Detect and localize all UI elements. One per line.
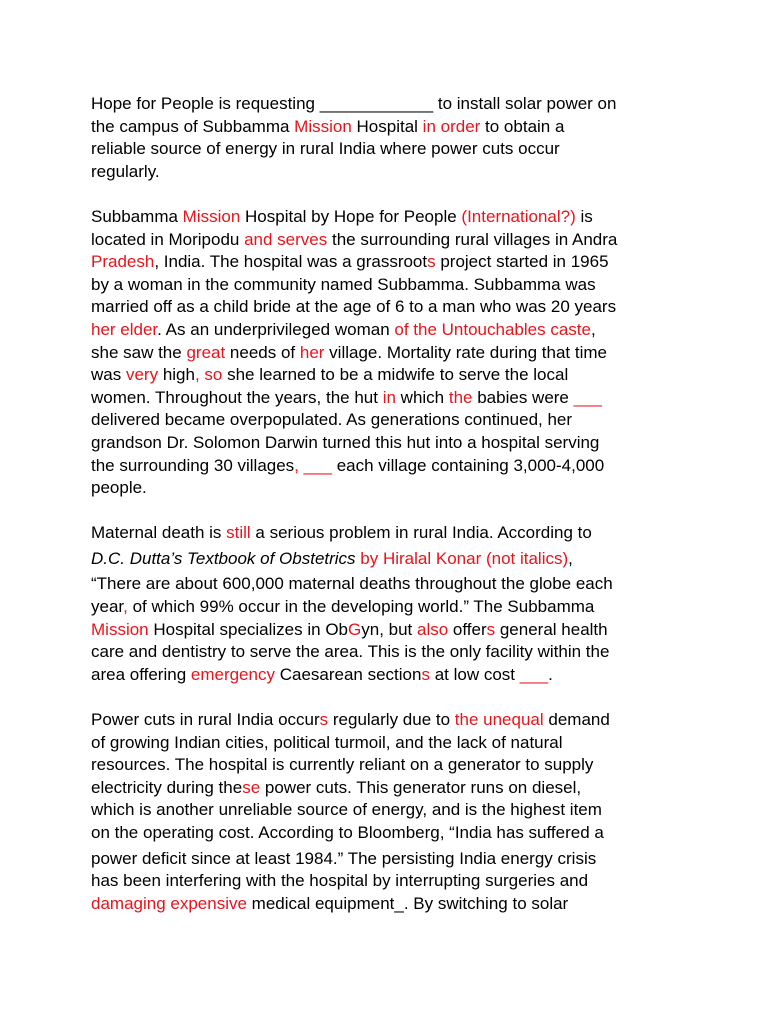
text-line: [91, 619, 691, 642]
edit-mark: still: [226, 523, 251, 543]
text-run: was: [91, 365, 126, 385]
text-run: which is another unreliable source of energy, and is the highest item: [91, 800, 602, 820]
paragraph: [91, 93, 691, 183]
text-line: [91, 822, 691, 845]
text-run: Hospital by Hope for People: [240, 206, 462, 226]
text-line: [91, 116, 691, 139]
edit-mark: by Hiralal Konar (not italics): [355, 548, 569, 568]
text-line: [91, 455, 691, 478]
edit-mark: damaging expensive: [91, 893, 247, 913]
text-run: ,: [590, 319, 596, 339]
text-run: a serious problem in rural India. According to: [250, 523, 592, 543]
edit-mark: in order: [422, 116, 481, 136]
text-line: [91, 274, 691, 297]
text-run: , India. The hospital was a grassroot: [154, 252, 428, 272]
edit-mark: of the Untouchables caste: [394, 319, 591, 339]
text-run: needs of: [225, 342, 300, 362]
text-run: general health: [495, 619, 608, 639]
text-line: [91, 296, 691, 319]
text-line: [91, 845, 691, 871]
edit-mark: s: [421, 664, 430, 684]
edit-mark: (International?): [461, 206, 576, 226]
text-run: is: [575, 206, 593, 226]
text-run: .: [548, 664, 553, 684]
text-run: village. Mortality rate during that time: [324, 342, 607, 362]
text-run: Hope for People is requesting ____________ to install solar power on: [91, 94, 617, 113]
text-line: [91, 477, 691, 500]
edit-mark: , so: [194, 365, 223, 385]
text-run: offer: [448, 619, 487, 639]
text-line: [91, 387, 691, 410]
edit-mark: s: [427, 252, 436, 272]
text-run: yn, but: [361, 619, 417, 639]
text-line: [91, 342, 691, 365]
edit-mark: s: [319, 710, 329, 730]
text-run: year: [91, 597, 124, 617]
text-run: medical equipment_. By switching to solar: [246, 893, 569, 913]
text-line: [91, 777, 691, 800]
text-run: women. Throughout the years, the hut: [91, 387, 383, 407]
text-line: [91, 161, 691, 184]
text-run: area offering: [91, 664, 191, 684]
edit-mark: Mission: [182, 206, 241, 226]
text-run: the campus of Subbamma: [91, 116, 295, 136]
text-run: which: [395, 387, 449, 407]
text-run: at low cost: [429, 664, 520, 684]
paragraph: [91, 522, 691, 686]
text-run: “There are about 600,000 maternal deaths throughout the globe each: [91, 574, 613, 594]
edit-mark: ,: [123, 597, 128, 617]
text-line: [91, 709, 691, 732]
text-line: [91, 641, 691, 664]
text-line: [91, 664, 691, 687]
text-line: [91, 229, 691, 252]
edit-mark: her: [299, 342, 325, 362]
text-run: reliable source of energy in rural India where power cuts occur: [91, 139, 560, 159]
text-run: electricity during the: [91, 777, 243, 797]
edit-mark: Mission: [294, 116, 352, 136]
text-line: [91, 93, 691, 116]
text-run: care and dentistry to serve the area. This is the only facility within the: [91, 642, 610, 662]
text-run: Maternal death is: [91, 523, 227, 543]
text-run: ,: [568, 548, 573, 568]
text-run: resources. The hospital is currently reliant on a generator to supply: [91, 755, 594, 775]
text-run: delivered became overpopulated. As generations continued, her: [91, 410, 573, 430]
text-line: [91, 754, 691, 777]
text-run: high: [158, 365, 195, 385]
paragraph: [91, 709, 691, 915]
text-run: Subbamma: [91, 206, 183, 226]
text-run: by a woman in the community named Subbamma. Subbamma was: [91, 274, 596, 294]
text-run: demand: [543, 710, 610, 730]
text-line: [91, 596, 691, 619]
document-page: [91, 93, 691, 938]
text-line: [91, 319, 691, 342]
text-run: Hospital specializes in Ob: [148, 619, 348, 639]
edit-mark: her elder: [91, 319, 158, 339]
text-line: [91, 570, 691, 596]
paragraph: [91, 206, 691, 500]
text-run: to obtain a: [480, 116, 565, 136]
edit-mark: ___: [519, 664, 549, 684]
text-run: the surrounding rural villages in Andra: [327, 229, 618, 249]
edit-mark: also: [417, 619, 449, 639]
edit-mark: s: [486, 619, 496, 639]
text-run: she learned to be a midwife to serve the local: [222, 365, 569, 385]
text-run: she saw the: [91, 342, 187, 362]
text-run: Caesarean section: [274, 664, 422, 684]
edit-mark: , ___: [294, 455, 332, 475]
text-line: [91, 732, 691, 755]
text-line: [91, 545, 691, 571]
text-run: babies were: [472, 387, 574, 407]
text-run: on the operating cost. According to Bloomberg, “India has suffered a: [91, 823, 604, 842]
text-run: regularly due to: [328, 710, 455, 730]
text-line: [91, 364, 691, 387]
edit-mark: Mission: [91, 619, 149, 639]
text-line: [91, 522, 691, 545]
text-run: Hospital: [351, 116, 423, 136]
edit-mark: ___: [573, 387, 602, 407]
text-run: married off as a child bride at the age of 6 to a man who was 20 years: [91, 297, 617, 317]
text-line: [91, 138, 691, 161]
edit-mark: great: [186, 342, 226, 362]
text-line: [91, 893, 691, 916]
text-run: project started in 1965: [435, 252, 609, 272]
edit-mark: the unequal: [454, 710, 544, 730]
text-run: people.: [91, 478, 147, 498]
text-line: [91, 206, 691, 229]
text-run: of which 99% occur in the developing world.” The Subbamma: [127, 597, 595, 617]
edit-mark: very: [125, 365, 159, 385]
text-run: located in Moripodu: [91, 229, 245, 249]
italic-title: D.C. Dutta’s Textbook of Obstetrics: [91, 548, 356, 568]
edit-mark: emergency: [190, 664, 275, 684]
text-run: grandson Dr. Solomon Darwin turned this hut into a hospital serving: [91, 432, 600, 452]
edit-mark: the: [448, 387, 473, 407]
text-run: power cuts. This generator runs on diesel,: [260, 777, 582, 797]
edit-mark: se: [242, 777, 261, 797]
text-run: has been interfering with the hospital by interrupting surgeries and: [91, 871, 589, 891]
text-run: power deficit since at least 1984.” The persisting India energy crisis: [91, 848, 597, 868]
text-line: [91, 432, 691, 455]
text-run: the surrounding 30 villages: [91, 455, 295, 475]
text-run: regularly.: [91, 161, 160, 181]
text-run: Power cuts in rural India occur: [91, 710, 320, 730]
edit-mark: Pradesh: [91, 252, 155, 272]
edit-mark: in: [382, 387, 396, 407]
text-line: [91, 799, 691, 822]
text-run: of growing Indian cities, political turmoil, and the lack of natural: [91, 732, 563, 752]
text-run: each village containing 3,000-4,000: [332, 455, 605, 475]
text-line: [91, 409, 691, 432]
edit-mark: and serves: [244, 229, 328, 249]
edit-mark: G: [348, 619, 362, 639]
text-line: [91, 870, 691, 893]
text-line: [91, 251, 691, 274]
text-run: . As an underprivileged woman: [157, 319, 395, 339]
